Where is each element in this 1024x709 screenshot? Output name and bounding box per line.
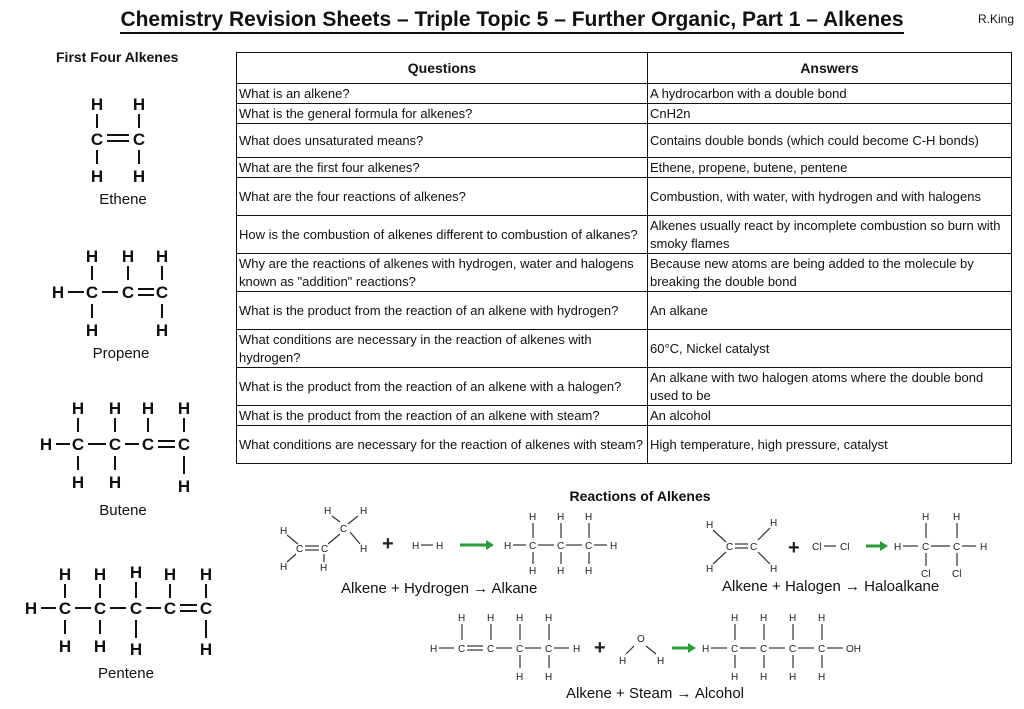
svg-text:H: H: [132, 167, 146, 186]
answer-cell: Ethene, propene, butene, pentene: [648, 158, 1012, 178]
svg-text:H: H: [545, 672, 553, 683]
svg-text:C: C: [585, 541, 593, 552]
svg-text:H: H: [71, 473, 85, 492]
svg-text:H: H: [557, 566, 565, 576]
answer-cell: An alkane with two halogen atoms where the double bond used to be: [648, 368, 1012, 406]
svg-text:H: H: [280, 526, 288, 537]
table-row: [237, 254, 1012, 292]
svg-text:H: H: [108, 473, 122, 492]
svg-text:+: +: [382, 533, 394, 555]
answer-cell: High temperature, high pressure, catalyst: [648, 426, 1012, 464]
table-row: [237, 216, 1012, 254]
svg-text:C: C: [458, 644, 466, 655]
svg-text:C: C: [487, 644, 495, 655]
table-row: [237, 292, 1012, 330]
author-label: R.King: [977, 12, 1014, 26]
svg-text:H: H: [129, 640, 143, 659]
svg-text:H: H: [504, 541, 512, 552]
svg-text:C: C: [789, 644, 797, 655]
svg-text:C: C: [321, 544, 329, 555]
question-cell: What conditions are necessary for the reaction of alkenes with steam?: [237, 426, 648, 464]
question-cell: What are the four reactions of alkenes?: [237, 178, 648, 216]
svg-text:C: C: [155, 283, 169, 302]
svg-text:H: H: [24, 599, 38, 618]
svg-text:C: C: [731, 644, 739, 655]
halogen-reaction-diagram: [700, 508, 1000, 580]
question-cell: Why are the reactions of alkenes with hydrogen, water and halogens known as "addition" reactions?: [237, 254, 648, 292]
svg-text:OH: OH: [846, 644, 861, 655]
question-cell: What is the product from the reaction of an alkene with a halogen?: [237, 368, 648, 406]
svg-text:H: H: [412, 541, 420, 552]
svg-text:H: H: [85, 247, 99, 266]
svg-text:H: H: [953, 512, 961, 523]
question-cell: What does unsaturated means?: [237, 124, 648, 158]
svg-text:H: H: [280, 562, 288, 573]
svg-text:+: +: [594, 637, 606, 659]
svg-text:H: H: [610, 541, 618, 552]
svg-text:+: +: [788, 537, 800, 559]
svg-text:C: C: [71, 435, 85, 454]
answers-header: Answers: [648, 53, 1012, 84]
svg-text:H: H: [770, 518, 778, 529]
svg-text:C: C: [163, 599, 177, 618]
svg-text:C: C: [529, 541, 537, 552]
qa-table: [236, 52, 1012, 464]
svg-text:C: C: [85, 283, 99, 302]
svg-text:H: H: [894, 542, 902, 553]
svg-text:Cl: Cl: [921, 569, 931, 580]
svg-text:H: H: [39, 435, 53, 454]
svg-text:H: H: [731, 672, 739, 683]
svg-text:Cl: Cl: [812, 542, 822, 553]
svg-text:H: H: [657, 656, 665, 667]
table-row: [237, 84, 1012, 104]
svg-text:C: C: [922, 542, 930, 553]
table-row: [237, 178, 1012, 216]
answer-cell: An alkane: [648, 292, 1012, 330]
svg-text:H: H: [58, 637, 72, 656]
svg-text:H: H: [58, 565, 72, 584]
ethene-structure: [84, 90, 164, 190]
table-row: [237, 124, 1012, 158]
question-cell: What is an alkene?: [237, 84, 648, 104]
svg-text:H: H: [706, 564, 714, 575]
svg-text:H: H: [108, 399, 122, 418]
svg-text:H: H: [706, 520, 714, 531]
question-cell: What conditions are necessary in the reaction of alkenes with hydrogen?: [237, 330, 648, 368]
svg-text:H: H: [90, 167, 104, 186]
svg-text:C: C: [121, 283, 135, 302]
svg-text:H: H: [516, 672, 524, 683]
answer-cell: Alkenes usually react by incomplete combustion so burn with smoky flames: [648, 216, 1012, 254]
svg-text:H: H: [93, 565, 107, 584]
svg-text:H: H: [760, 613, 768, 624]
svg-text:H: H: [585, 512, 593, 523]
questions-header: Questions: [237, 53, 648, 84]
answer-cell: Combustion, with water, with hydrogen and with halogens: [648, 178, 1012, 216]
pentene-label: Pentene: [98, 665, 154, 682]
svg-text:C: C: [750, 542, 758, 553]
svg-text:C: C: [129, 599, 143, 618]
svg-text:Cl: Cl: [952, 569, 962, 580]
svg-text:H: H: [430, 644, 438, 655]
svg-text:H: H: [789, 672, 797, 683]
answer-cell: Because new atoms are being added to the molecule by breaking the double bond: [648, 254, 1012, 292]
propene-label: Propene: [92, 345, 150, 362]
svg-text:H: H: [436, 541, 444, 552]
answer-cell: A hydrocarbon with a double bond: [648, 84, 1012, 104]
svg-text:H: H: [818, 672, 826, 683]
svg-text:H: H: [90, 95, 104, 114]
svg-text:H: H: [818, 613, 826, 624]
question-cell: What is the product from the reaction of an alkene with hydrogen?: [237, 292, 648, 330]
svg-text:C: C: [340, 524, 348, 535]
hydrogen-reaction-caption: Alkene + Hydrogen → Alkane: [341, 580, 538, 597]
svg-text:H: H: [129, 563, 143, 582]
svg-text:H: H: [155, 247, 169, 266]
svg-text:O: O: [637, 634, 645, 645]
svg-text:H: H: [360, 544, 368, 555]
butene-structure: [36, 396, 206, 496]
svg-text:H: H: [770, 564, 778, 575]
svg-text:C: C: [90, 130, 104, 149]
svg-text:H: H: [324, 506, 332, 517]
svg-text:H: H: [458, 613, 466, 624]
answer-cell: Contains double bonds (which could become C-H bonds): [648, 124, 1012, 158]
svg-text:C: C: [557, 541, 565, 552]
question-cell: What is the general formula for alkenes?: [237, 104, 648, 124]
table-row: [237, 330, 1012, 368]
pentene-structure: [20, 562, 220, 662]
svg-text:H: H: [320, 563, 328, 574]
propene-structure: [48, 244, 188, 344]
table-row: [237, 158, 1012, 178]
svg-text:H: H: [980, 542, 988, 553]
steam-reaction-caption: Alkene + Steam → Alcohol: [566, 685, 745, 702]
svg-text:C: C: [953, 542, 961, 553]
page-title: Chemistry Revision Sheets – Triple Topic 5 – Further Organic, Part 1 – Alkenes: [0, 8, 1024, 32]
svg-text:H: H: [360, 506, 368, 517]
svg-text:C: C: [760, 644, 768, 655]
svg-text:C: C: [177, 435, 191, 454]
svg-text:C: C: [141, 435, 155, 454]
svg-text:H: H: [121, 247, 135, 266]
butene-label: Butene: [99, 502, 147, 519]
svg-text:H: H: [199, 565, 213, 584]
ethene-label: Ethene: [99, 191, 147, 208]
svg-text:C: C: [93, 599, 107, 618]
question-cell: What is the product from the reaction of an alkene with steam?: [237, 406, 648, 426]
answer-cell: An alcohol: [648, 406, 1012, 426]
svg-text:C: C: [545, 644, 553, 655]
table-header-row: [237, 53, 1012, 84]
svg-text:H: H: [163, 565, 177, 584]
svg-text:H: H: [557, 512, 565, 523]
svg-text:H: H: [487, 613, 495, 624]
answer-cell: CnH2n: [648, 104, 1012, 124]
table-row: [237, 426, 1012, 464]
svg-text:H: H: [141, 399, 155, 418]
svg-text:H: H: [529, 566, 537, 576]
svg-text:H: H: [93, 637, 107, 656]
question-cell: How is the combustion of alkenes different to combustion of alkanes?: [237, 216, 648, 254]
svg-text:H: H: [71, 399, 85, 418]
svg-text:H: H: [155, 321, 169, 340]
svg-text:H: H: [789, 613, 797, 624]
reactions-heading: Reactions of Alkenes: [569, 488, 711, 504]
svg-text:H: H: [199, 640, 213, 659]
svg-text:H: H: [702, 644, 710, 655]
table-row: [237, 368, 1012, 406]
svg-text:H: H: [619, 656, 627, 667]
svg-text:H: H: [85, 321, 99, 340]
svg-text:H: H: [132, 95, 146, 114]
first-four-heading: First Four Alkenes: [56, 49, 179, 65]
svg-text:H: H: [760, 672, 768, 683]
svg-text:H: H: [922, 512, 930, 523]
svg-text:H: H: [177, 477, 191, 496]
table-row: [237, 104, 1012, 124]
svg-text:H: H: [573, 644, 581, 655]
svg-text:H: H: [516, 613, 524, 624]
hydrogen-reaction-diagram: [272, 504, 632, 576]
svg-text:H: H: [545, 613, 553, 624]
svg-text:H: H: [51, 283, 65, 302]
svg-text:C: C: [296, 544, 304, 555]
svg-text:Cl: Cl: [840, 542, 850, 553]
svg-text:C: C: [818, 644, 826, 655]
halogen-reaction-caption: Alkene + Halogen → Haloalkane: [722, 578, 940, 595]
svg-text:C: C: [132, 130, 146, 149]
svg-text:C: C: [58, 599, 72, 618]
svg-text:C: C: [199, 599, 213, 618]
question-cell: What are the first four alkenes?: [237, 158, 648, 178]
steam-reaction-diagram: [426, 608, 876, 686]
svg-text:H: H: [177, 399, 191, 418]
table-row: [237, 406, 1012, 426]
svg-text:H: H: [529, 512, 537, 523]
svg-text:C: C: [726, 542, 734, 553]
answer-cell: 60°C, Nickel catalyst: [648, 330, 1012, 368]
svg-text:C: C: [108, 435, 122, 454]
svg-text:H: H: [585, 566, 593, 576]
svg-text:H: H: [731, 613, 739, 624]
svg-text:C: C: [516, 644, 524, 655]
